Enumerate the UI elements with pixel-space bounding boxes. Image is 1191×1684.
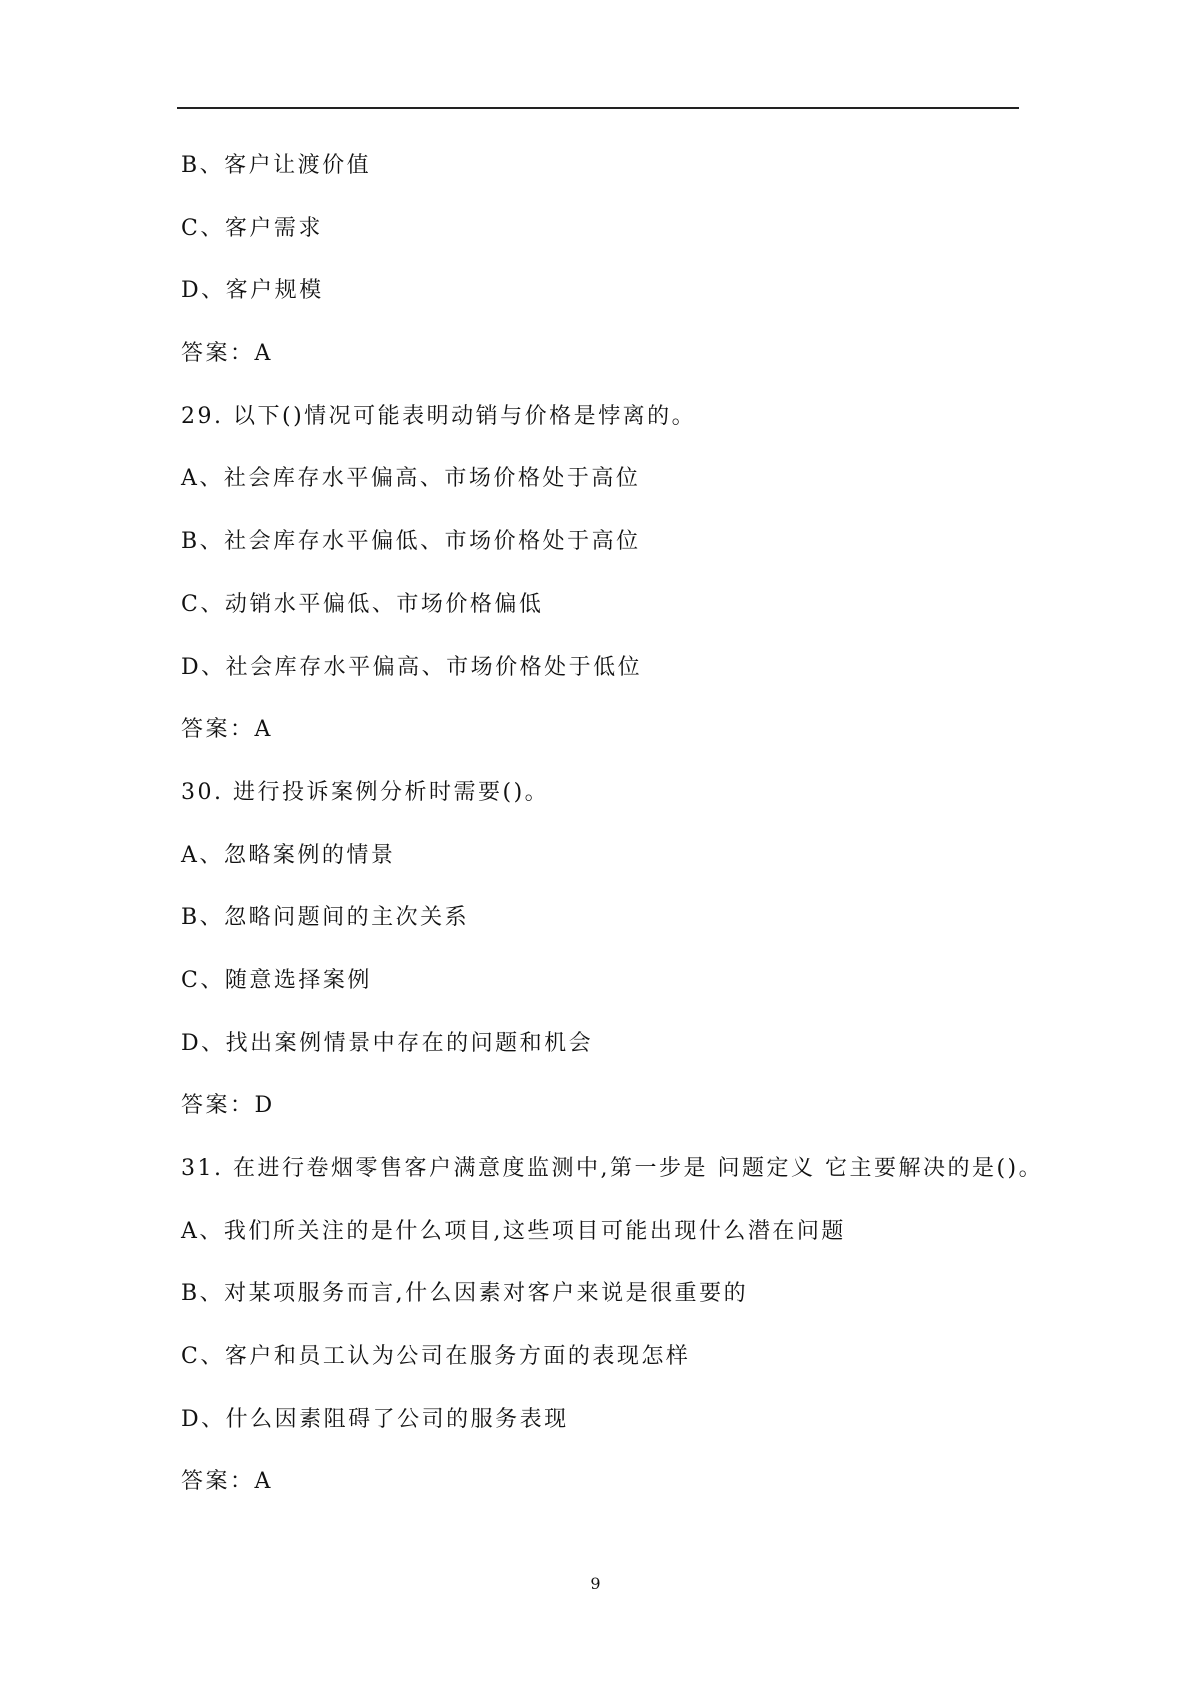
option-line: A、我们所关注的是什么项目,这些项目可能出现什么潜在问题	[181, 1218, 846, 1244]
option-line: D、找出案例情景中存在的问题和机会	[181, 1030, 594, 1056]
option-line: C、客户和员工认为公司在服务方面的表现怎样	[181, 1344, 691, 1370]
page-number: 9	[590, 1574, 601, 1593]
option-line: B、社会库存水平偏低、市场价格处于高位	[181, 529, 641, 555]
question-line: 30. 进行投诉案例分析时需要()。	[181, 779, 550, 805]
option-line: A、忽略案例的情景	[181, 842, 396, 868]
question-line: 29. 以下()情况可能表明动销与价格是悖离的。	[181, 403, 697, 429]
option-line: C、客户需求	[181, 215, 323, 241]
option-line: C、随意选择案例	[181, 967, 372, 993]
option-line: B、客户让渡价值	[181, 153, 372, 178]
answer-line: 答案：A	[181, 341, 273, 367]
option-line: C、动销水平偏低、市场价格偏低	[181, 591, 544, 617]
option-line: B、对某项服务而言,什么因素对客户来说是很重要的	[181, 1281, 749, 1307]
option-line: D、什么因素阻碍了公司的服务表现	[181, 1406, 569, 1432]
answer-line: 答案：D	[181, 1093, 275, 1119]
content-lines	[181, 148, 1044, 1527]
option-line: A、社会库存水平偏高、市场价格处于高位	[181, 466, 641, 492]
option-line: B、忽略问题间的主次关系	[181, 905, 470, 931]
question-line: 31. 在进行卷烟零售客户满意度监测中,第一步是 问题定义 它主要解决的是()。	[181, 1156, 1044, 1181]
header-rule	[177, 107, 1019, 109]
answer-line: 答案：A	[181, 1469, 273, 1495]
option-line: D、社会库存水平偏高、市场价格处于低位	[181, 654, 643, 680]
answer-line: 答案：A	[181, 717, 273, 743]
option-line: D、客户规模	[181, 278, 324, 304]
